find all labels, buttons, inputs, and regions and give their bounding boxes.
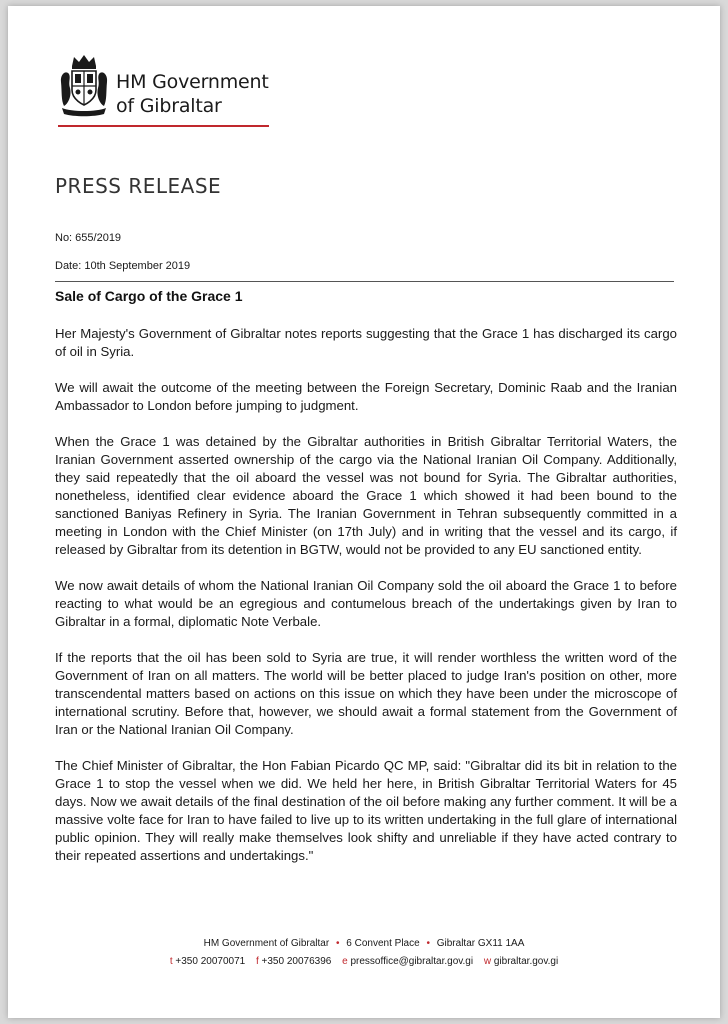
release-body: [55, 325, 677, 883]
document-type-title: PRESS RELEASE: [55, 174, 222, 198]
body-paragraph-5: If the reports that the oil has been sold to Syria are true, it will render worthless the written word of the Government of Iran on all matters. The world will be better placed to judge Iran's position on other, more transcendental matters based on actions on this issue on which they have been under the microscope of international scrutiny. Before that, however, we should await a formal statement from the Government of Iran or the National Iranian Oil Company.: [55, 650, 677, 737]
footer-separator: •: [335, 938, 340, 949]
footer-separator: •: [426, 938, 430, 949]
body-paragraph-6: The Chief Minister of Gibraltar, the Hon Fabian Picardo QC MP, said: "Gibraltar did its bit in relation to the Grace 1 to stop the vessel when we did. We held her here, in British Gibraltar Territorial Waters for 45 days. Now we await details of the final destination of the oil before making any further comment. It will be a massive volte face for Iran to have failed to live up to its written undertaking in the full glare of international public opinion. They will really make themselves look shifty and unreliable if they have acted contrary to their repeated assertions and undertakings.": [55, 758, 677, 863]
footer-address-line: [8, 935, 720, 953]
release-heading: Sale of Cargo of the Grace 1: [55, 288, 243, 304]
press-release-page: [8, 6, 720, 1018]
tel-number: +350 20070071: [175, 956, 246, 967]
website-address[interactable]: gibraltar.gov.gi: [493, 956, 559, 967]
footer-org: HM Government of Gibraltar: [203, 938, 330, 949]
logo-underline: [58, 125, 269, 127]
footer-postcode: Gibraltar GX11 1AA: [436, 938, 525, 949]
fax-label: f: [255, 956, 259, 967]
gibraltar-crest-icon: [58, 52, 110, 118]
footer-email[interactable]: [342, 956, 473, 967]
body-paragraph-1: Her Majesty's Government of Gibraltar notes reports suggesting that the Grace 1 has discharged its cargo of oil in Syria.: [55, 326, 677, 359]
tel-label: t: [169, 956, 173, 967]
org-name-line-2: of Gibraltar: [116, 95, 222, 117]
footer-contact-line: [8, 953, 720, 971]
release-number: No: 655/2019: [55, 232, 122, 244]
email-label: e: [342, 956, 348, 967]
body-paragraph-4: We now await details of whom the National Iranian Oil Company sold the oil aboard the Grace 1 to before reacting to what would be an egregious and contumelous breach of the undertakings given by Iran to Gibraltar in a formal, diplomatic Note Verbale.: [55, 578, 677, 629]
footer: [8, 935, 720, 971]
body-paragraph-2: We will await the outcome of the meeting between the Foreign Secretary, Dominic Raab and the Iranian Ambassador to London before jumping to judgment.: [55, 380, 677, 413]
footer-website[interactable]: [484, 956, 558, 967]
footer-telephone: [170, 956, 245, 967]
fax-number: +350 20076396: [261, 956, 332, 967]
heading-divider: [55, 281, 674, 282]
org-name-line-1: HM Government: [116, 71, 269, 93]
email-address[interactable]: pressoffice@gibraltar.gov.gi: [350, 956, 474, 967]
body-paragraph-3: When the Grace 1 was detained by the Gibraltar authorities in British Gibraltar Territorial Waters, the Iranian Government asserted ownership of the cargo via the National Iranian Oil Company. Additionally, they said repeatedly that the oil aboard the vessel was not bound for Syria. The Gibraltar authorities, nonetheless, identified clear evidence aboard the Grace 1 which showed it had been bound to the sanctioned Baniyas Refinery in Syria. The Iranian Government in Tehran subsequently committed in a meeting in London with the Chief Minister (on 17th July) and in writing that the vessel and its cargo, if released by Gibraltar from its detention in BGTW, would not be provided to any EU sanctioned entity.: [55, 434, 677, 557]
footer-fax: [256, 956, 331, 967]
release-date: Date: 10th September 2019: [55, 260, 191, 272]
web-label: w: [483, 956, 492, 967]
footer-address: 6 Convent Place: [346, 938, 420, 949]
